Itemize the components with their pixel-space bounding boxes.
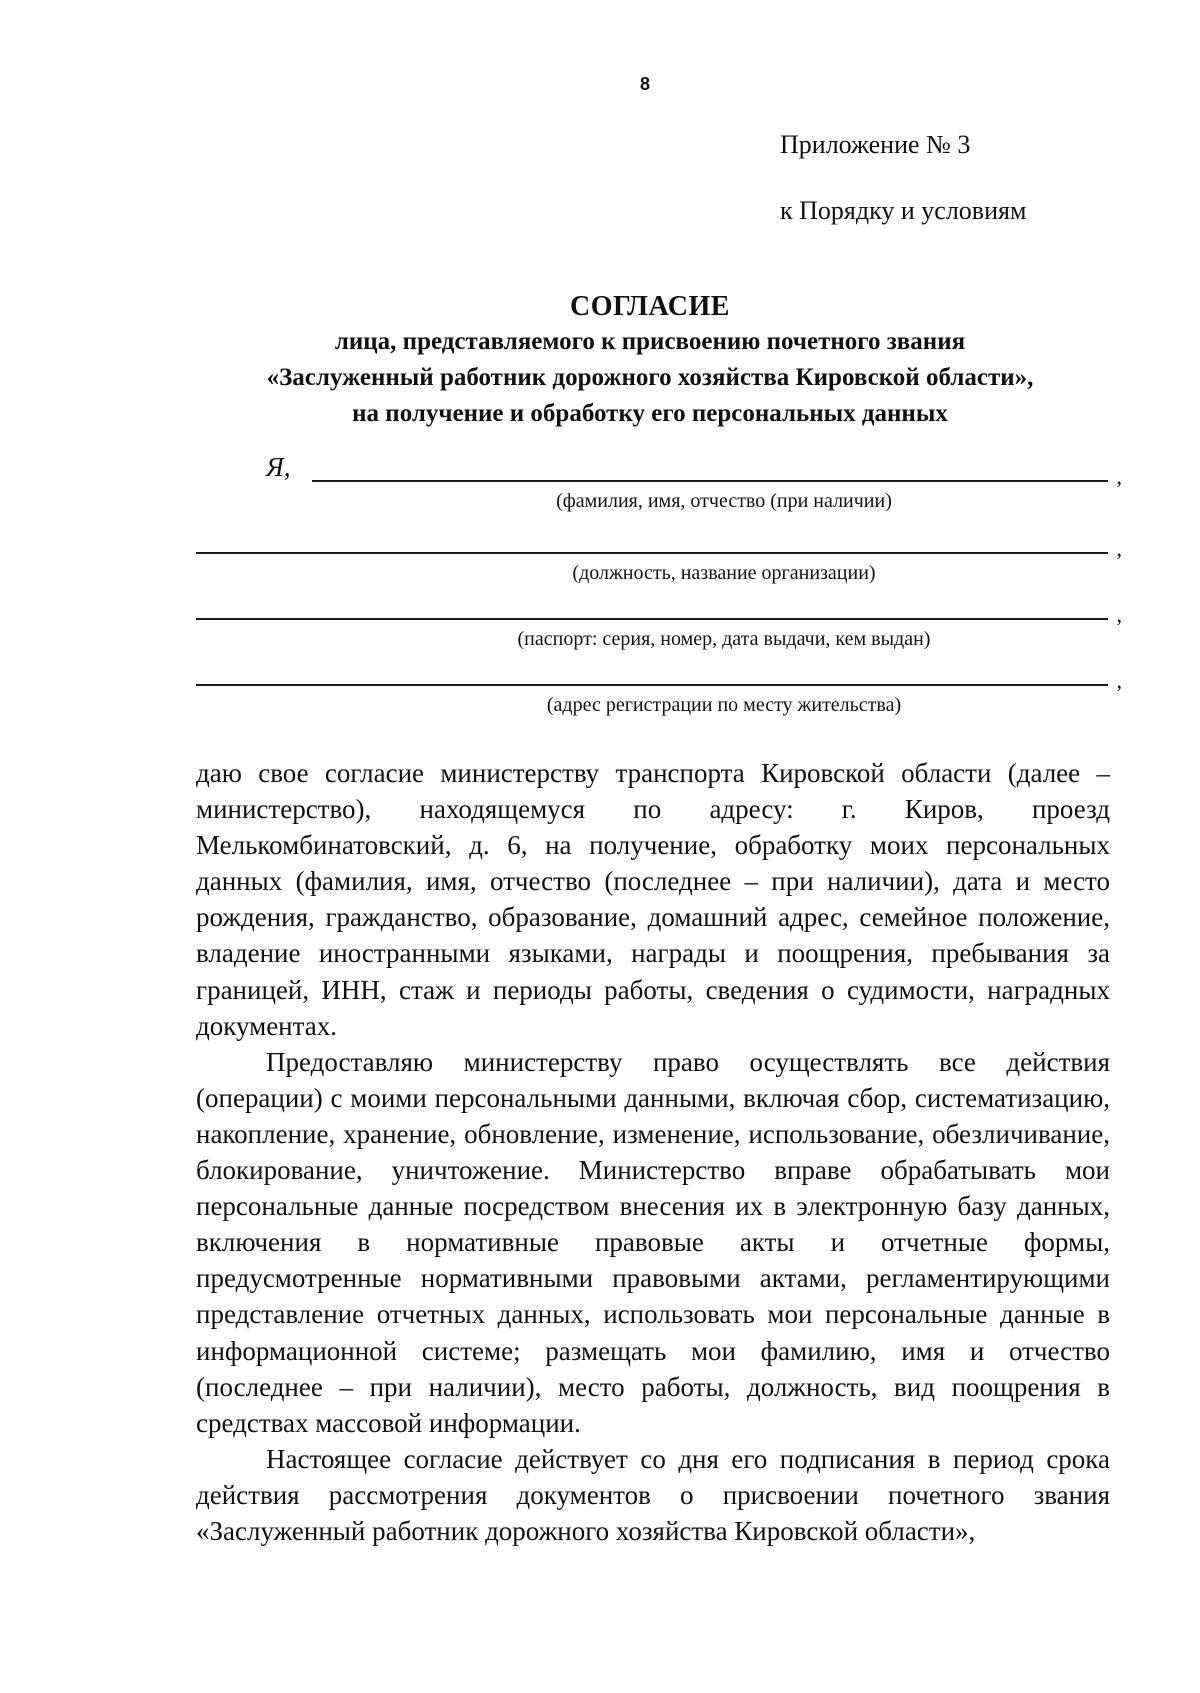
position-field[interactable] — [196, 524, 1122, 586]
field-comma: , — [1116, 464, 1122, 489]
address-caption: (адрес регистрации по месту жительства) — [546, 694, 902, 716]
annex-number: Приложение № 3 — [780, 130, 971, 159]
address-field[interactable] — [196, 656, 1122, 718]
consent-body — [196, 755, 1110, 1549]
field-comma: , — [1116, 536, 1122, 561]
title-main: СОГЛАСИЕ — [570, 291, 730, 322]
passport-caption: (паспорт: серия, номер, дата выдачи, кем выдан) — [517, 628, 931, 650]
field-prefix-ya: Я, — [266, 452, 291, 482]
consent-paragraph-3: Настоящее согласие действует со дня его подписания в период срока действия рассмотрения документов о присвоении почетного звания «Заслуженный работник дорожного хозяйства Кировской области», — [196, 1443, 1110, 1546]
full-name-caption: (фамилия, имя, отчество (при наличии) — [556, 490, 892, 512]
title-line-3: на получение и обработку его персональных данных — [352, 400, 948, 427]
field-comma: , — [1116, 668, 1122, 693]
annex-reference: к Порядку и условиям — [780, 196, 1027, 225]
full-name-field[interactable] — [196, 452, 1122, 514]
title-line-2: «Заслуженный работник дорожного хозяйства Кировской области», — [266, 364, 1034, 391]
document-title — [150, 290, 1150, 432]
page-number: 8 — [639, 74, 650, 94]
position-caption: (должность, название организации) — [572, 562, 876, 584]
passport-line[interactable] — [196, 618, 1108, 620]
passport-field[interactable] — [196, 590, 1122, 652]
address-line[interactable] — [196, 684, 1108, 686]
consent-paragraph-1: даю свое согласие министерству транспорта Кировской области (далее – министерство), находящемуся по адресу: г. Киров, проезд Мелькомбинатовский, д. 6, на получение, обработку моих персональных данных (фамилия, имя, отчество (последнее – при наличии), дата и место рождения, гражданство, образование, домашний адрес, семейное положение, владение иностранными языками, награды и поощрения, пребывания за границей, ИНН, стаж и периоды работы, сведения о судимости, наградных документах. — [196, 758, 1110, 1041]
full-name-line[interactable] — [312, 480, 1108, 482]
position-line[interactable] — [196, 552, 1108, 554]
title-line-1: лица, представляемого к присвоению почетного звания — [334, 328, 966, 355]
field-comma: , — [1116, 602, 1122, 627]
consent-paragraph-2: Предоставляю министерству право осуществлять все действия (операции) с моими персональными данными, включая сбор, систематизацию, накопление, хранение, обновление, изменение, использование, обезличивание, блокирование, уничтожение. Министерство вправе обрабатывать мои персональные данные посредством внесения их в электронную базу данных, включения в нормативные правовые акты и отчетные формы, предусмотренные нормативными правовыми актами, регламентирующими представление отчетных данных, использовать мои персональные данные в информационной системе; размещать мои фамилию, имя и отчество (последнее – при наличии), место работы, должность, вид поощрения в средствах массовой информации. — [196, 1046, 1110, 1438]
